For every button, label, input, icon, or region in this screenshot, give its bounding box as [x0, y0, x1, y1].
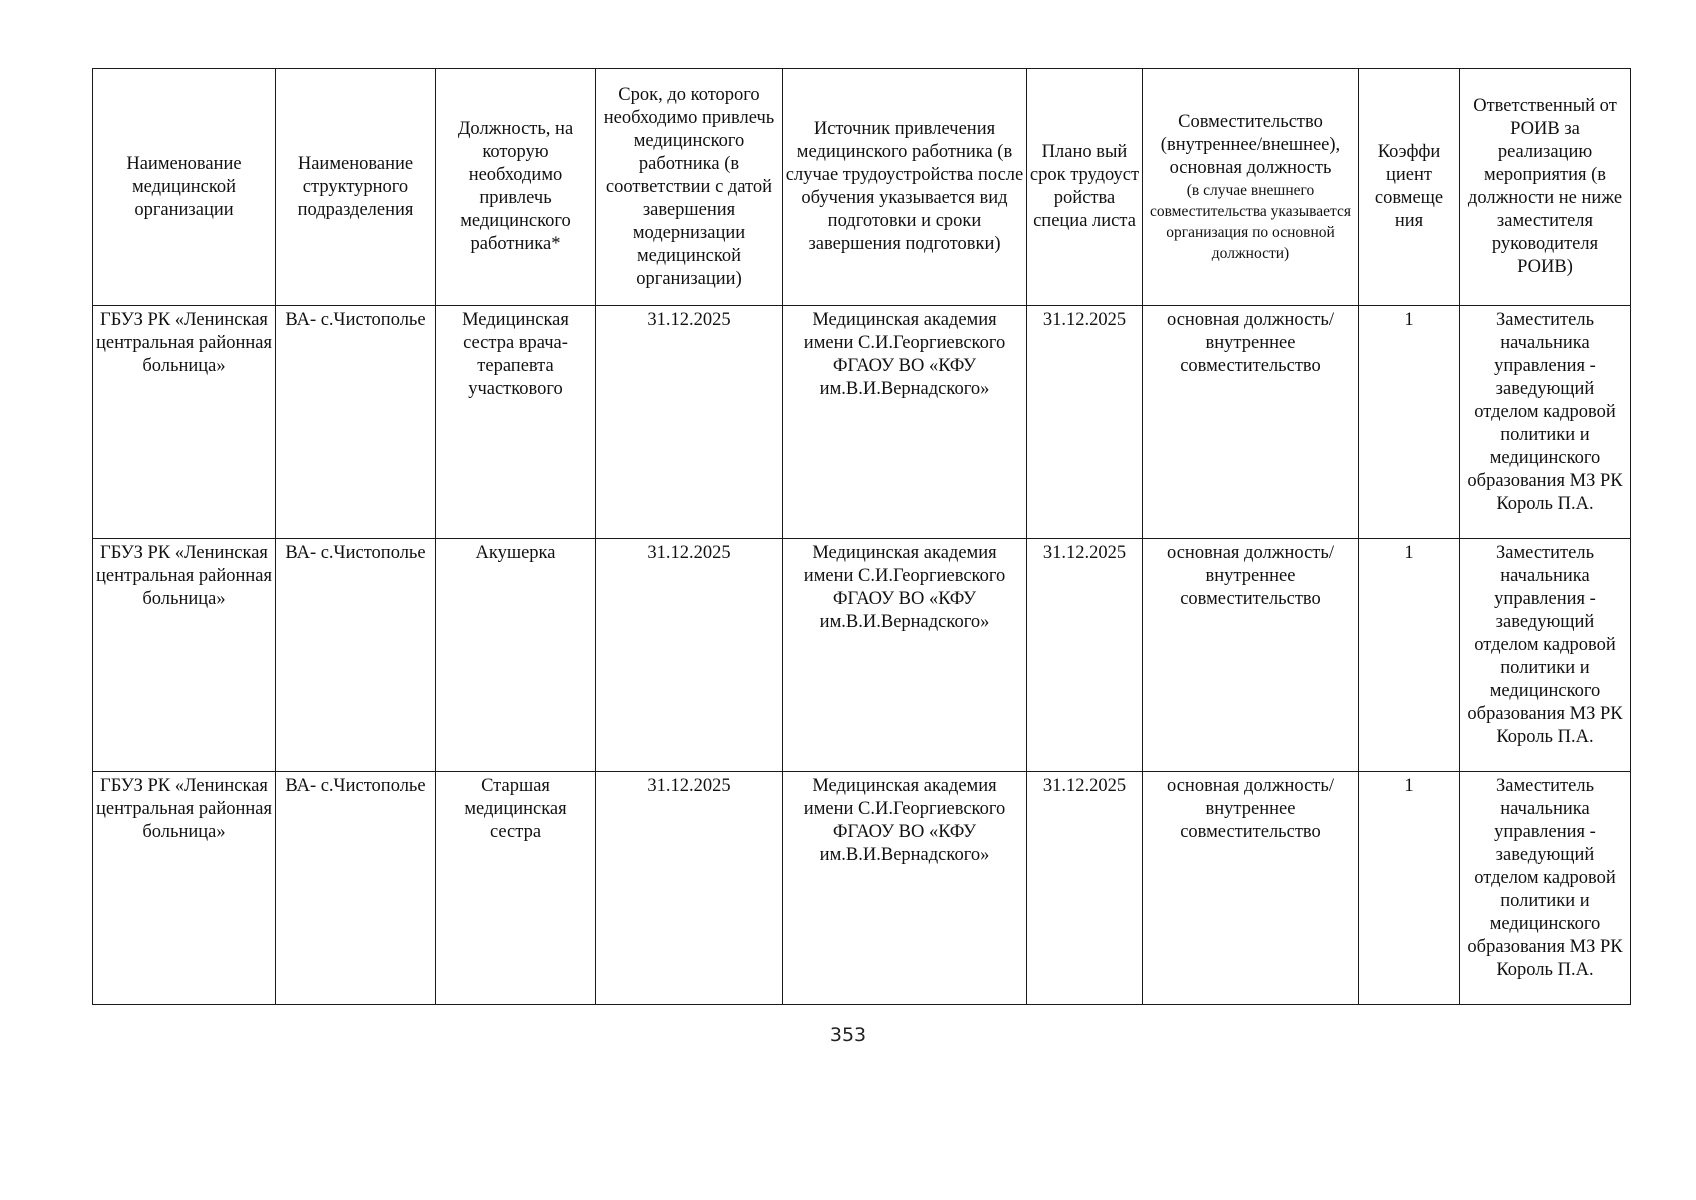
- header-planned: Плано вый срок трудоуст ройства специа листа: [1027, 69, 1143, 306]
- cell-planned: 31.12.2025: [1027, 772, 1143, 1005]
- cell-deadline: 31.12.2025: [596, 306, 783, 539]
- cell-planned: 31.12.2025: [1027, 539, 1143, 772]
- cell-position: Акушерка: [436, 539, 596, 772]
- cell-planned: 31.12.2025: [1027, 306, 1143, 539]
- page-number: 353: [829, 1024, 867, 1046]
- cell-coef: 1: [1359, 539, 1460, 772]
- header-position: Должность, на которую необходимо привлечь медицинского работника*: [436, 69, 596, 306]
- cell-deadline: 31.12.2025: [596, 539, 783, 772]
- cell-combination: основная должность/ внутреннее совместительство: [1143, 306, 1359, 539]
- cell-coef: 1: [1359, 772, 1460, 1005]
- cell-source: Медицинская академия имени С.И.Георгиевского ФГАОУ ВО «КФУ им.В.И.Вернадского»: [783, 539, 1027, 772]
- header-deadline: Срок, до которого необходимо привлечь медицинского работника (в соответствии с датой завершения модернизации медицинской организации): [596, 69, 783, 306]
- header-unit: Наименование структурного подразделения: [276, 69, 436, 306]
- cell-position: Медицинская сестра врача-терапевта участкового: [436, 306, 596, 539]
- header-combination-note: (в случае внешнего совместительства указывается организация по основной должности): [1150, 181, 1351, 262]
- header-org: Наименование медицинской организации: [93, 69, 276, 306]
- cell-source: Медицинская академия имени С.И.Георгиевского ФГАОУ ВО «КФУ им.В.И.Вернадского»: [783, 772, 1027, 1005]
- table-row: [93, 772, 1631, 1005]
- header-combination-main: Совместительство (внутреннее/внешнее), основная должность: [1160, 111, 1341, 178]
- header-responsible: Ответственный от РОИВ за реализацию мероприятия (в должности не ниже заместителя руководителя РОИВ): [1460, 69, 1631, 306]
- cell-org: ГБУЗ РК «Ленинская центральная районная больница»: [93, 772, 276, 1005]
- cell-org: ГБУЗ РК «Ленинская центральная районная больница»: [93, 539, 276, 772]
- cell-responsible: Заместитель начальника управления - заведующий отделом кадровой политики и медицинского образования МЗ РК Король П.А.: [1460, 306, 1631, 539]
- cell-deadline: 31.12.2025: [596, 772, 783, 1005]
- cell-unit: ВА- с.Чистополье: [276, 306, 436, 539]
- cell-source: Медицинская академия имени С.И.Георгиевского ФГАОУ ВО «КФУ им.В.И.Вернадского»: [783, 306, 1027, 539]
- table-header-row: [93, 69, 1631, 306]
- header-combination: [1143, 69, 1359, 306]
- cell-coef: 1: [1359, 306, 1460, 539]
- cell-responsible: Заместитель начальника управления - заведующий отделом кадровой политики и медицинского образования МЗ РК Король П.А.: [1460, 539, 1631, 772]
- table-row: [93, 306, 1631, 539]
- cell-unit: ВА- с.Чистополье: [276, 772, 436, 1005]
- header-coef: Коэффи циент совмеще ния: [1359, 69, 1460, 306]
- cell-position: Старшая медицинская сестра: [436, 772, 596, 1005]
- cell-combination: основная должность/ внутреннее совместительство: [1143, 539, 1359, 772]
- cell-combination: основная должность/ внутреннее совместительство: [1143, 772, 1359, 1005]
- table-row: [93, 539, 1631, 772]
- cell-org: ГБУЗ РК «Ленинская центральная районная больница»: [93, 306, 276, 539]
- staffing-table: [92, 68, 1631, 1005]
- cell-responsible: Заместитель начальника управления - заведующий отделом кадровой политики и медицинского образования МЗ РК Король П.А.: [1460, 772, 1631, 1005]
- document-sheet: [92, 68, 1630, 1005]
- cell-unit: ВА- с.Чистополье: [276, 539, 436, 772]
- header-source: Источник привлечения медицинского работника (в случае трудоустройства после обучения указывается вид подготовки и сроки завершения подготовки): [783, 69, 1027, 306]
